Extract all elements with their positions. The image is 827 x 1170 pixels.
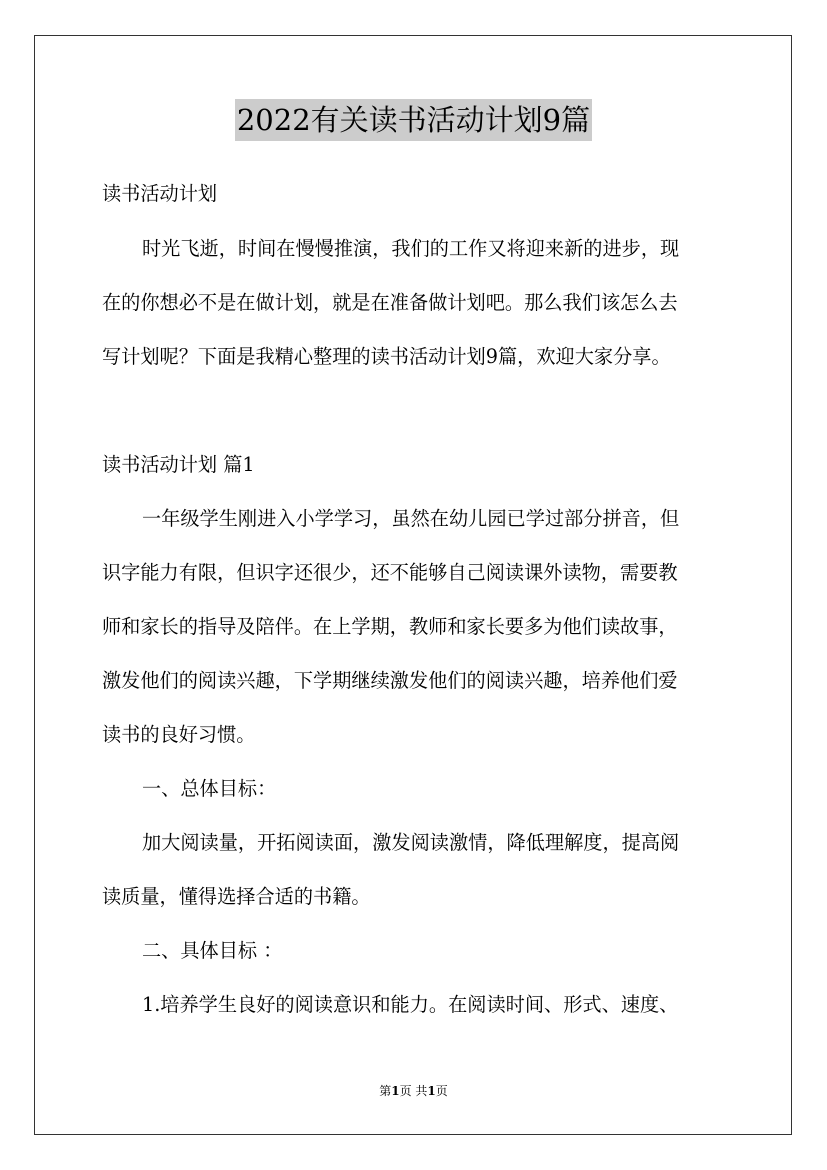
footer-suffix: 页 <box>435 1084 448 1098</box>
paragraph-line-3: 师和家长的指导及陪伴。在上学期，教师和家长要多为他们读故事， <box>102 615 678 638</box>
section-heading: 读书活动计划 篇1 <box>102 453 255 476</box>
paragraph-line-5: 读书的良好习惯。 <box>102 723 256 746</box>
paragraph-line-4: 激发他们的阅读兴趣，下学期继续激发他们的阅读兴趣，培养他们爱 <box>102 669 678 692</box>
specific-heading: 二、具体目标 ： <box>142 939 283 962</box>
footer-page-total: 1 <box>427 1084 436 1098</box>
goal-heading: 一、总体目标： <box>142 777 277 800</box>
goal-line-2: 读质量，懂得选择合适的书籍。 <box>102 885 371 908</box>
page-footer <box>0 1083 827 1099</box>
goal-line-1: 加大阅读量，开拓阅读面，激发阅读激情，降低理解度，提高阅 <box>142 831 680 854</box>
title-container <box>0 99 827 141</box>
specific-line-1: 1.培养学生良好的阅读意识和能力。在阅读时间、形式、速度、 <box>142 993 679 1016</box>
paragraph-line-2: 识字能力有限，但识字还很少，还不能够自己阅读课外读物，需要教 <box>102 561 678 584</box>
footer-prefix: 第 <box>379 1084 392 1098</box>
intro-line-2: 在的你想必不是在做计划，就是在准备做计划吧。那么我们该怎么去 <box>102 291 678 314</box>
document-subtitle: 读书活动计划 <box>102 182 218 205</box>
intro-line-3: 写计划呢？下面是我精心整理的读书活动计划9篇，欢迎大家分享。 <box>102 345 671 368</box>
footer-page-current: 1 <box>391 1084 400 1098</box>
document-title: 2022有关读书活动计划9篇 <box>235 99 592 141</box>
intro-line-1: 时光飞逝，时间在慢慢推演，我们的工作又将迎来新的进步，现 <box>142 237 680 260</box>
paragraph-line-1: 一年级学生刚进入小学学习，虽然在幼儿园已学过部分拼音，但 <box>142 507 680 530</box>
footer-middle: 页 共 <box>399 1084 428 1098</box>
